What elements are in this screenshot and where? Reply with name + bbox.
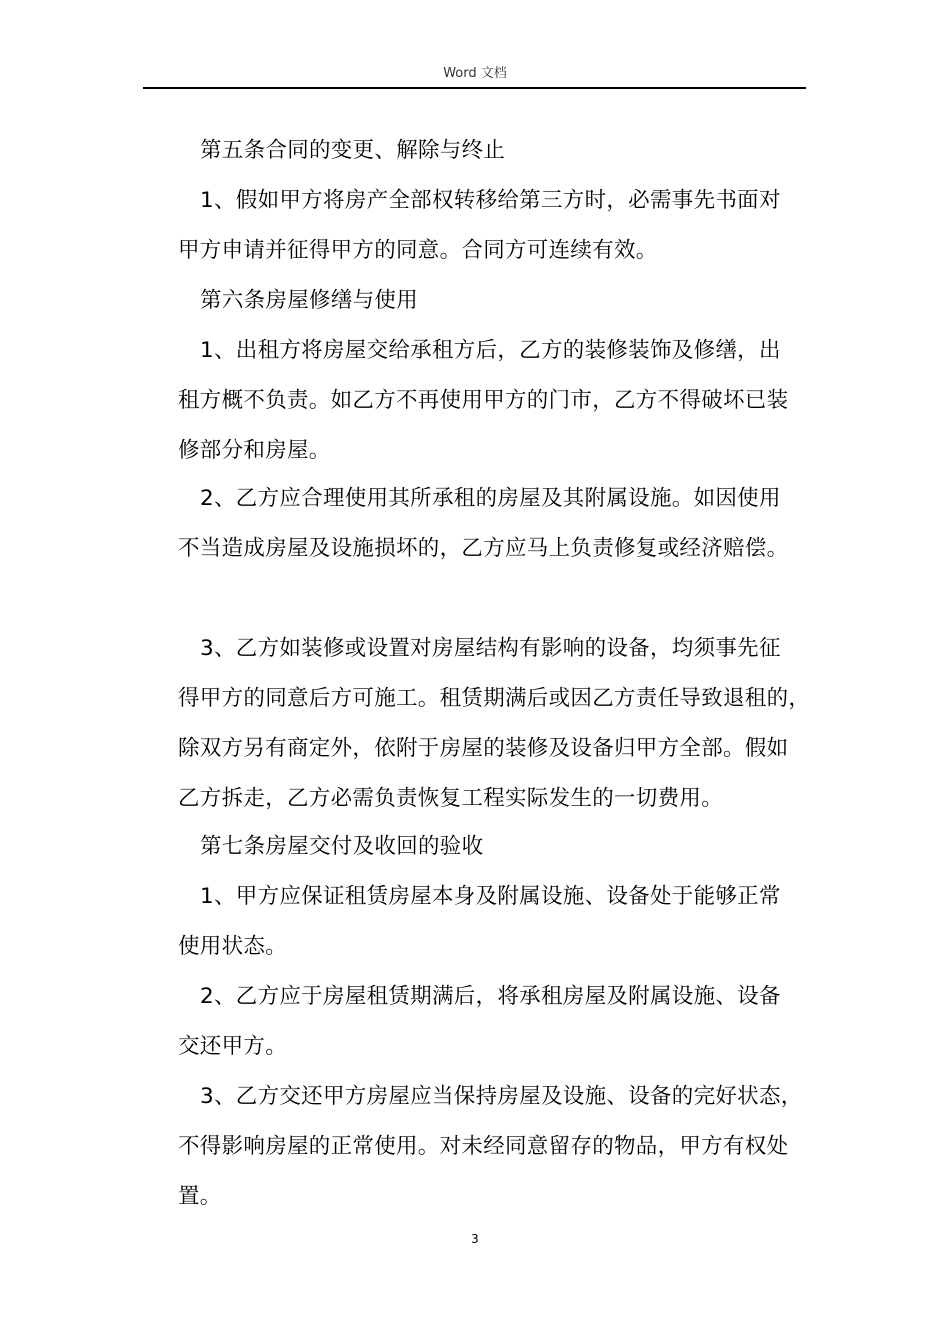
text-line: 3、乙方如装修或设置对房屋结构有影响的设备，均须事先征 — [200, 636, 781, 661]
text-line: 2、乙方应于房屋租赁期满后，将承租房屋及附属设施、设备 — [200, 984, 781, 1009]
text-line: 使用状态。 — [178, 934, 288, 959]
text-line: 交还甲方。 — [178, 1034, 288, 1059]
section-6-heading: 第六条房屋修缮与使用 — [200, 288, 419, 313]
text-line: 置。 — [178, 1184, 222, 1209]
text-line: 1、假如甲方将房产全部权转移给第三方时，必需事先书面对 — [200, 188, 781, 213]
text-line: 3、乙方交还甲方房屋应当保持房屋及设施、设备的完好状态， — [200, 1084, 803, 1109]
page-number: 3 — [471, 1232, 479, 1246]
text-line: 甲方申请并征得甲方的同意。合同方可连续有效。 — [178, 238, 658, 263]
header-divider — [143, 87, 806, 89]
text-line: 租方概不负责。如乙方不再使用甲方的门市，乙方不得破坏已装 — [178, 388, 789, 413]
text-line: 不当造成房屋及设施损坏的，乙方应马上负责修复或经济赔偿。 — [178, 536, 789, 561]
text-line: 除双方另有商定外，依附于房屋的装修及设备归甲方全部。假如 — [178, 736, 789, 761]
page-header-title: Word 文档 — [443, 66, 507, 81]
text-line: 修部分和房屋。 — [178, 438, 331, 463]
text-line: 2、乙方应合理使用其所承租的房屋及其附属设施。如因使用 — [200, 486, 781, 511]
text-line: 乙方拆走，乙方必需负责恢复工程实际发生的一切费用。 — [178, 786, 724, 811]
text-line: 不得影响房屋的正常使用。对未经同意留存的物品，甲方有权处 — [178, 1134, 789, 1159]
text-line: 1、出租方将房屋交给承租方后，乙方的装修装饰及修缮，出 — [200, 338, 781, 363]
section-7-heading: 第七条房屋交付及收回的验收 — [200, 834, 484, 859]
text-line: 得甲方的同意后方可施工。租赁期满后或因乙方责任导致退租的， — [178, 686, 811, 711]
text-line: 1、甲方应保证租赁房屋本身及附属设施、设备处于能够正常 — [200, 884, 781, 909]
section-5-heading: 第五条合同的变更、解除与终止 — [200, 138, 506, 163]
